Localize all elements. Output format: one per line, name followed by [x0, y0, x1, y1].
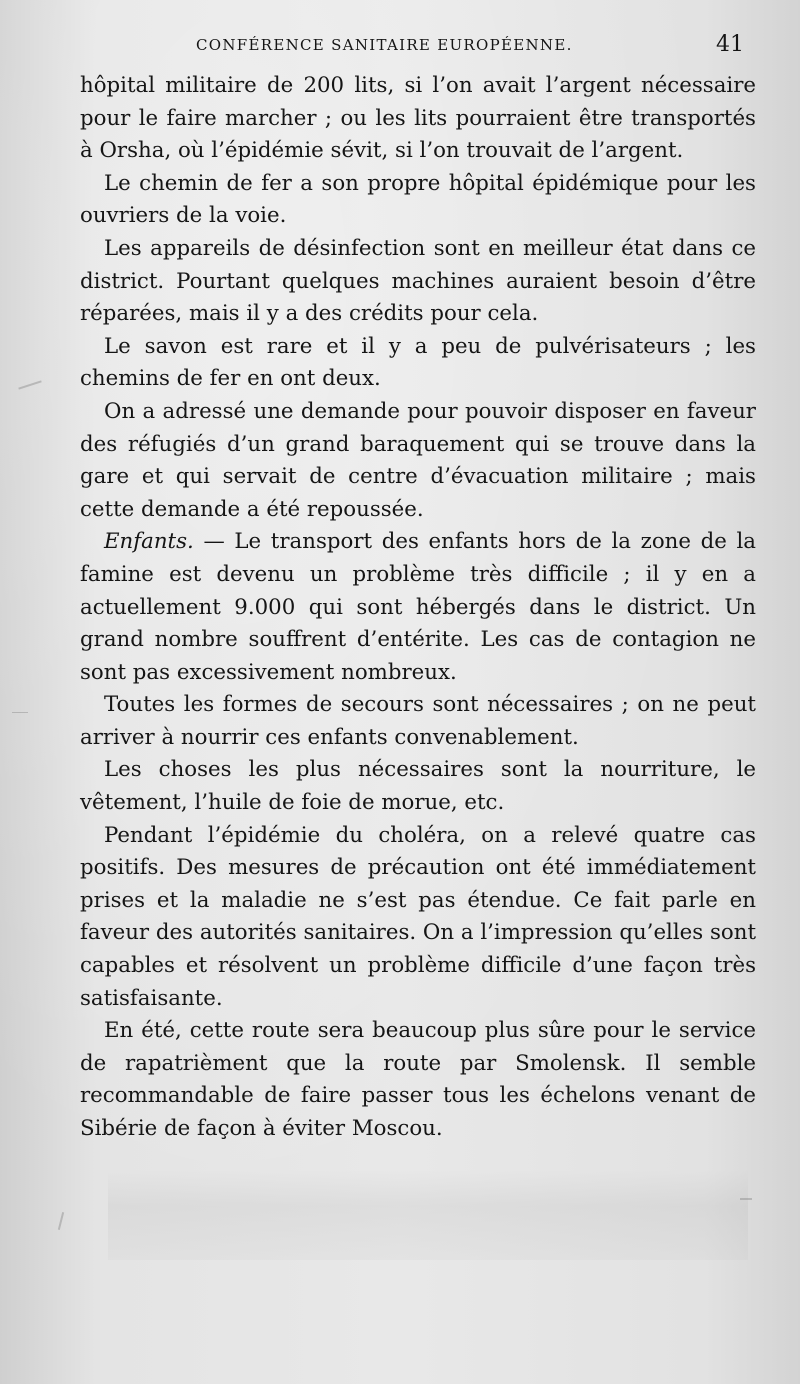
scan-speck	[740, 1198, 752, 1200]
scan-speck	[12, 712, 28, 713]
show-through-shadow	[108, 1170, 748, 1260]
paragraph-children	[80, 526, 756, 689]
scan-speck	[58, 1212, 64, 1230]
paragraph-disinfection: Les appareils de désinfection sont en meilleur état dans ce district. Pourtant quelques machines auraient besoin d’être réparées, mais il y a des crédits pour cela.	[80, 235, 756, 327]
running-title: CONFÉRENCE SANITAIRE EUROPÉENNE.	[196, 36, 573, 54]
body-text	[80, 70, 756, 1146]
paragraph-repatriation-route: En été, cette route sera beaucoup plus sûre pour le service de rapatrièment que la route par Smolensk. Il semble recommandable de faire passer tous les échelons venant de Sibérie de façon à éviter Moscou.	[80, 1018, 756, 1141]
paragraph-hospital: hôpital militaire de 200 lits, si l’on avait l’argent nécessaire pour le faire marcher ; ou les lits pourraient être transportés à Orsha, où l’épidémie sévit, si l’on trouvait de l’argent.	[80, 73, 756, 164]
paragraph-barracks-request: On a adressé une demande pour pouvoir disposer en faveur des réfugiés d’un grand baraquement qui se trouve dans la gare et qui servait de centre d’évacuation militaire ; mais cette demande a été repoussée.	[80, 398, 756, 522]
paragraph-soap: Le savon est rare et il y a peu de pulvérisateurs ; les chemins de fer en ont deux.	[80, 333, 756, 392]
paragraph-cholera: Pendant l’épidémie du choléra, on a relevé quatre cas positifs. Des mesures de précaution ont été immédiatement prises et la maladie ne s’est pas étendue. Ce fait parle en faveur des autorités sanitaires. On a l’impression qu’elles sont capables et résolvent un problème difficile d’une façon très satisfaisante.	[80, 822, 756, 1011]
section-lead-enfants: Enfants.	[104, 529, 194, 555]
paragraph-necessities: Les choses les plus nécessaires sont la nourriture, le vêtement, l’huile de foie de morue, etc.	[80, 757, 756, 816]
scan-speck	[18, 380, 41, 389]
page-number: 41	[716, 32, 744, 57]
paragraph-relief: Toutes les formes de secours sont nécessaires ; on ne peut arriver à nourrir ces enfants convenablement.	[80, 692, 756, 750]
children-text: — Le transport des enfants hors de la zone de la famine est devenu un problème très difficile ; il y en a actuellement 9.000 qui sont hébergés dans le district. Un grand nombre souffrent d’entérite. Les cas de contagion ne sont pas excessivement nombreux.	[80, 529, 756, 685]
page-header	[196, 32, 744, 64]
paragraph-railway-hospital: Le chemin de fer a son propre hôpital épidémique pour les ouvriers de la voie.	[80, 170, 756, 229]
